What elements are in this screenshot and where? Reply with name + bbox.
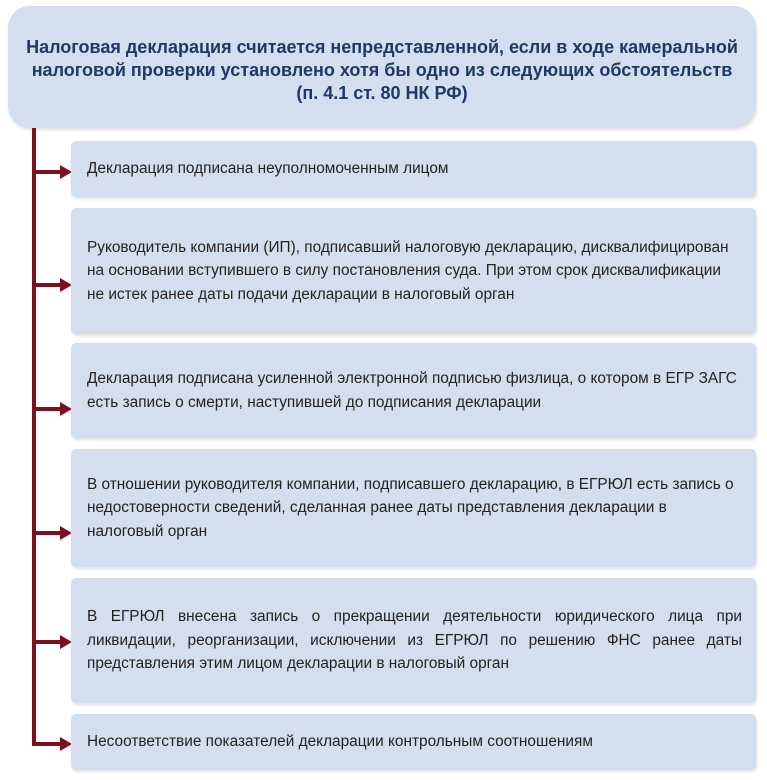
condition-text: Несоответствие показателей декларации контрольным соотношениям [87, 733, 593, 751]
diagram-title: Налоговая декларация считается непредставленной, если в ходе камеральной налоговой проверки установлено хотя бы одно из следующих обстоятельств (п. 4.1 ст. 80 НК РФ) [26, 37, 738, 103]
arrow-connector [34, 531, 70, 535]
condition-box-5 [71, 578, 756, 703]
header-box [8, 6, 756, 128]
arrow-connector [34, 640, 70, 644]
connector-trunk [32, 128, 36, 746]
condition-text: Руководитель компании (ИП), подписавший налоговую декларацию, дисквалифицирован на основании вступившего в силу постановления суда. При этом срок дисквалификации не истек ранее даты подачи декларации в налоговый орган [87, 238, 729, 303]
condition-text: Декларация подписана неуполномоченным лицом [87, 160, 449, 178]
arrow-connector [34, 170, 70, 174]
condition-box-6 [71, 714, 756, 770]
condition-box-1 [71, 141, 756, 197]
condition-text: В отношении руководителя компании, подписавшего декларацию, в ЕГРЮЛ есть запись о недостоверности сведений, сделанная ранее даты представления декларации в налоговый орган [87, 475, 734, 540]
condition-text: В ЕГРЮЛ внесена запись о прекращении деятельности юридического лица при ликвидации, реорганизации, исключении из ЕГРЮЛ по решению ФНС ранее даты представления этим лицом декларации в налоговый орган [87, 608, 742, 673]
arrow-connector [34, 283, 70, 287]
condition-box-2 [71, 208, 756, 334]
condition-box-3 [71, 343, 756, 438]
arrow-connector [34, 407, 70, 411]
arrow-connector [34, 742, 70, 746]
condition-box-4 [71, 449, 756, 567]
condition-text: Декларация подписана усиленной электронной подписью физлица, о котором в ЕГР ЗАГС есть запись о смерти, наступившей до подписания декларации [87, 370, 737, 411]
